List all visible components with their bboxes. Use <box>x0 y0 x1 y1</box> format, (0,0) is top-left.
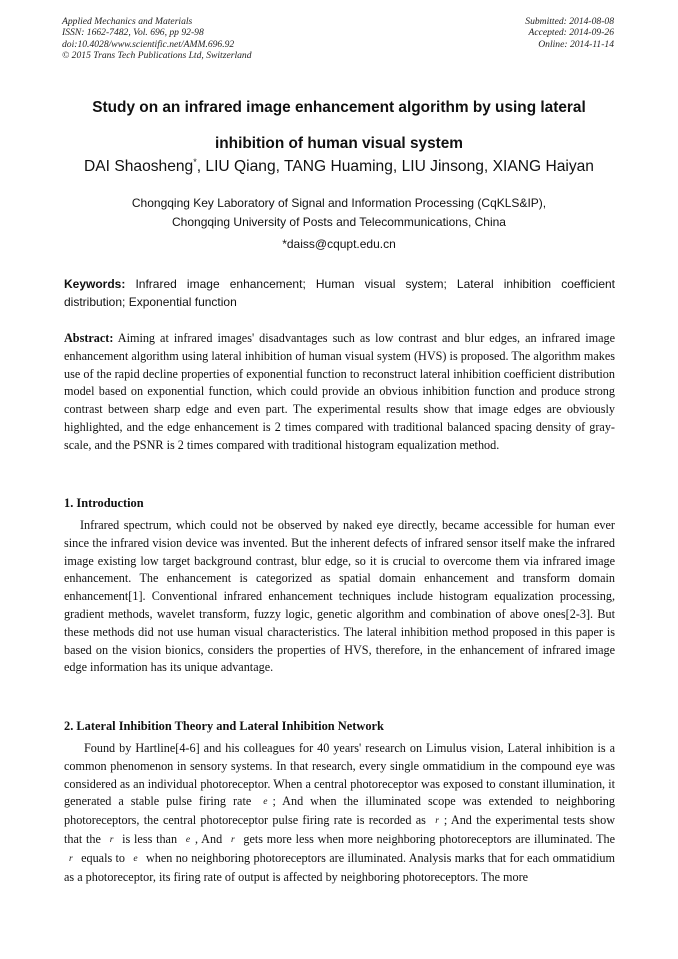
keywords-label: Keywords: <box>64 277 126 291</box>
accepted-date: Accepted: 2014-09-26 <box>528 27 614 39</box>
paper-title <box>40 90 638 162</box>
corresponding-author: DAI Shaosheng <box>84 158 194 175</box>
variable-r: r <box>69 853 73 864</box>
online-date: Online: 2014-11-14 <box>538 38 614 50</box>
keywords-text: Infrared image enhancement; Human visual system; Lateral inhibition coefficient distribution; Exponential function <box>64 277 615 309</box>
text-run: equals to <box>81 850 126 865</box>
abstract <box>64 330 615 455</box>
variable-e: e <box>185 834 191 845</box>
corresponding-mark: * <box>193 157 197 167</box>
section-1-heading: 1. Introduction <box>64 496 144 510</box>
section-1-paragraph: Infrared spectrum, which could not be observed by naked eye directly, became accessible for human ever since the infrared vision device was invented. But the inherent defects of infrared sensor itself make the infrared image existing low target background contrast, blur edge, so it is crucial to overcome them via infrared image enhancement. The enhancement is categorized as spatial domain enhancement and transform domain enhancement[1]. Conventional infrared enhancement techniques include histogram equalization processing, gradient methods, wavelet transform, fuzzy logic, genetic algorithm and combination of above ones[2-3]. But these methods did not use human visual characteristics. The lateral inhibition method proposed in this paper is based on the vision bionics, considers the properties of HVS, therefore, in the enhancement of infrared image edge information has its unique advantage. <box>64 518 615 675</box>
text-run: Found by Hartline[4-6] and his colleagues for 40 years' research on Limulus vision, Lateral inhibition is a common phenomenon in sensory systems. In that research, every single ommatidium in the compound eye was considered as an individual photoreceptor. When a central photoreceptor was exposed to constant illumination, it generated a stable pulse firing rate <box>64 741 615 809</box>
submitted-date: Submitted: 2014-08-08 <box>525 16 614 27</box>
text-run: ; And when the illuminated scope was extended to neighboring photoreceptors, the central photoreceptor pulse firing rate is recorded as <box>64 794 615 828</box>
issn: ISSN: 1662-7482, Vol. 696, pp 92-98 <box>62 27 204 39</box>
journal-info <box>62 16 252 62</box>
text-run: gets more less when more neighboring photoreceptors are illuminated. The <box>243 831 616 846</box>
text-run: , And <box>195 831 223 846</box>
affiliation-line-1: Chongqing Key Laboratory of Signal and Information Processing (CqKLS&IP), <box>131 196 547 210</box>
section-2-paragraph <box>64 740 615 886</box>
author-list <box>30 157 648 177</box>
section-2-heading: 2. Lateral Inhibition Theory and Lateral Inhibition Network <box>64 719 384 733</box>
co-authors: , LIU Qiang, TANG Huaming, LIU Jinsong, XIANG Haiyan <box>196 158 594 175</box>
text-run: ; And the experimental tests show that the <box>64 813 616 846</box>
variable-e: e <box>133 853 138 864</box>
submission-dates <box>525 16 614 50</box>
affiliation-line-2: Chongqing University of Posts and Telecommunications, China <box>172 215 506 229</box>
keywords <box>64 275 615 311</box>
variable-r: r <box>109 834 114 845</box>
author-email: *daiss@cqupt.edu.cn <box>282 237 396 251</box>
journal-name: Applied Mechanics and Materials <box>62 16 193 27</box>
text-run: when no neighboring photoreceptors are illuminated. Analysis marks that for each ommatidium as a photoreceptor, its firing rate of output is affected by neighboring photoreceptors. The more <box>64 850 616 884</box>
text-run: is less than <box>122 831 178 846</box>
variable-e: e <box>263 797 268 808</box>
abstract-label: Abstract: <box>64 331 114 345</box>
abstract-text: Aiming at infrared images' disadvantages such as low contrast and blur edges, an infrared image enhancement algorithm using lateral inhibition of human visual system (HVS) is proposed. The algorithm makes use of the rapid decline properties of exponential function to reconstruct lateral inhibition coefficient distribution model based on exponential function, which could provide an obvious inhibition function and produce strong contrast between sharp edge and even part. The experimental results show that image edges are obviously highlighted, and the edge enhancement is 2 times compared with traditional balanced spacing density of gray-scale, and the PSNR is 2 times compared with traditional histogram equalization method. <box>64 331 615 452</box>
variable-r: r <box>230 834 235 845</box>
copyright: © 2015 Trans Tech Publications Ltd, Switzerland <box>62 50 252 62</box>
doi: doi:10.4028/www.scientific.net/AMM.696.92 <box>62 38 235 50</box>
variable-r: r <box>435 816 439 827</box>
affiliation <box>40 194 638 232</box>
title-line-2: inhibition of human visual system <box>215 135 463 152</box>
title-line-1: Study on an infrared image enhancement algorithm by using lateral <box>92 99 586 116</box>
